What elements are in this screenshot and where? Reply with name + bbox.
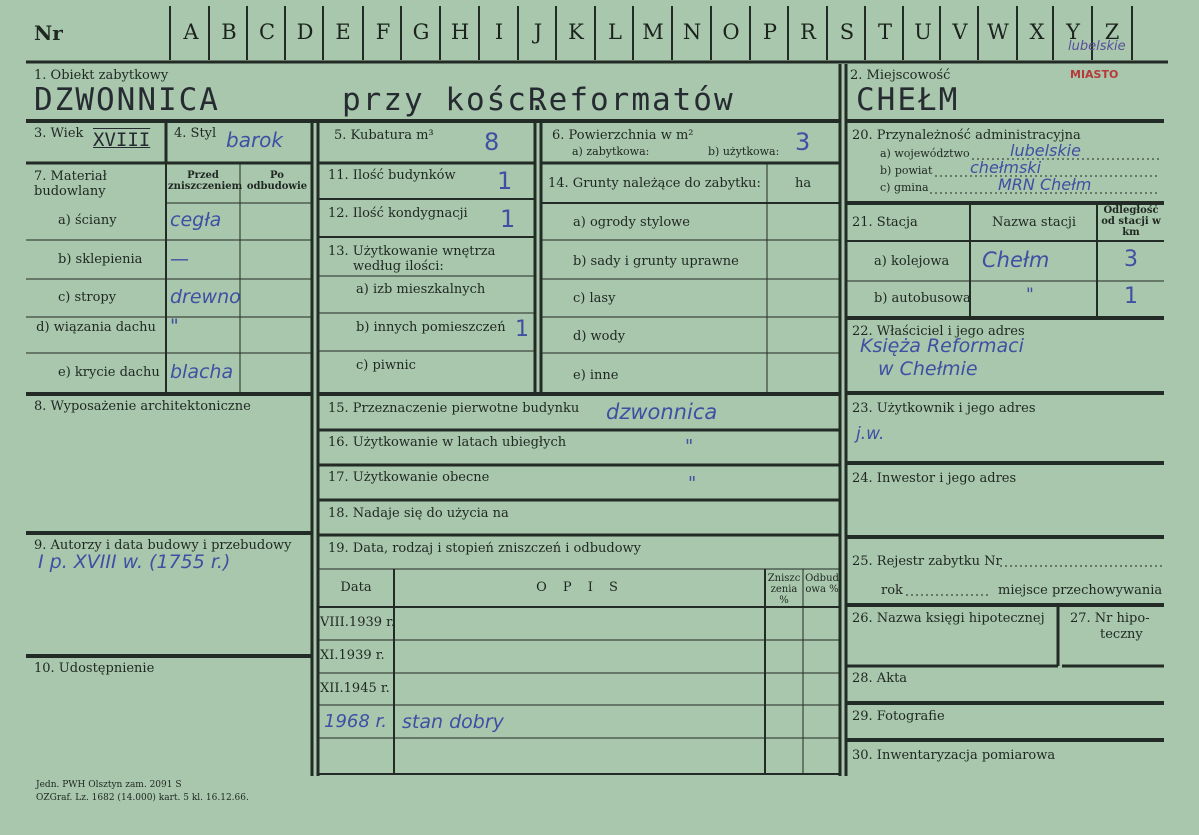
f21-row-label: b) autobusowa (874, 291, 971, 306)
f12-value: 1 (500, 205, 516, 233)
f1-value-c: Reformatów (528, 82, 735, 118)
letter-m: M (642, 20, 664, 44)
f13-label-b: według ilości: (353, 259, 444, 274)
letter-l: L (608, 20, 622, 44)
f20-row-label: a) województwo (880, 147, 970, 160)
f19-row-desc: stan dobry (402, 711, 504, 733)
f14-row-label: a) ogrody stylowe (573, 215, 690, 230)
f2-label: 2. Miejscowość (850, 68, 951, 83)
f7-row-value: " (170, 315, 179, 337)
f20-row-value: MRN Chełm (998, 175, 1092, 194)
stamp-wojewodztwo: lubelskie (1068, 39, 1126, 54)
f19-row-date: XII.1945 r. (320, 681, 390, 696)
letter-o: O (722, 20, 740, 44)
letter-f: F (375, 20, 391, 44)
f1-value-b: przy kośc. (342, 82, 549, 118)
f15-label: 15. Przeznaczenie pierwotne budynku (328, 401, 580, 416)
f8-label: 8. Wyposażenie architektoniczne (34, 399, 251, 414)
letter-v: V (952, 20, 968, 44)
f21-row-name: " (1026, 285, 1034, 305)
f17-value: " (688, 473, 697, 494)
letter-n: N (682, 20, 702, 44)
f7-col-before: Przed zniszczeniem (168, 170, 243, 192)
f13-label-a: 13. Użytkowanie wnętrza (328, 244, 496, 259)
letter-z: Z (1104, 20, 1120, 44)
f24-label: 24. Inwestor i jego adres (852, 471, 1017, 486)
f27-label-a: 27. Nr hipo- (1070, 611, 1150, 626)
f16-value: " (685, 436, 694, 457)
f25-label: 25. Rejestr zabytku Nr (852, 554, 1002, 569)
f7-row-label: b) sklepienia (58, 252, 143, 267)
f19-col-rebuild: Odbudowa % (805, 573, 839, 595)
f9-value: I p. XVIII w. (1755 r.) (38, 551, 231, 573)
f11-value: 1 (497, 167, 513, 195)
f21-col-dist: Odległość od stacji w km (1101, 205, 1161, 238)
f28-label: 28. Akta (852, 671, 908, 686)
f19-col-desc: O P I S (536, 580, 624, 595)
f6-value: 3 (795, 128, 811, 156)
f21-row-km: 3 (1124, 247, 1138, 272)
f22-value-b: w Chełmie (878, 358, 978, 380)
f4-label: 4. Styl (174, 126, 217, 141)
f7-row-value: cegła (170, 209, 222, 231)
f14-row-label: c) lasy (573, 291, 616, 306)
f20-label: 20. Przynależność administracyjna (852, 128, 1081, 143)
f22-label: 22. Właściciel i jego adres (852, 324, 1025, 339)
f18-label: 18. Nadaje się do użycia na (328, 506, 509, 521)
f21-col-name: Nazwa stacji (991, 215, 1077, 230)
f14-row-label: b) sady i grunty uprawne (573, 254, 739, 269)
letter-j: J (533, 20, 543, 44)
f20-row-label: c) gmina (880, 181, 929, 194)
letter-h: H (450, 20, 470, 44)
f6-sub-a: a) zabytkowa: (572, 145, 650, 158)
f20-row-value: lubelskie (1010, 141, 1081, 160)
letter-i: I (494, 20, 504, 44)
letter-a: A (183, 20, 199, 44)
f7-row-value: blacha (170, 361, 234, 383)
f17-label: 17. Użytkowanie obecne (328, 470, 490, 485)
f29-label: 29. Fotografie (852, 709, 945, 724)
f7-label: 7. Materiał budowlany (34, 169, 107, 199)
letter-r: R (800, 20, 816, 44)
f21-row-km: 1 (1124, 284, 1138, 309)
f30-label: 30. Inwentaryzacja pomiarowa (852, 748, 1056, 763)
letter-w: W (987, 20, 1009, 44)
f7-row-label: e) krycie dachu (58, 365, 160, 380)
footer-line-1: Jedn. PWH Olsztyn zam. 2091 S (36, 780, 182, 790)
f21-row-label: a) kolejowa (874, 254, 950, 269)
letter-g: G (412, 20, 430, 44)
f10-label: 10. Udostępnienie (34, 661, 155, 676)
letter-x: X (1029, 20, 1045, 44)
f20-row-label: b) powiat (880, 164, 933, 177)
f1-value-a: DZWONNICA (34, 82, 220, 118)
f7-row-label: d) wiązania dachu (36, 320, 156, 335)
f19-row-date: XI.1939 r. (320, 648, 385, 663)
f19-row-date: 1968 r. (324, 711, 387, 732)
f3-label: 3. Wiek (34, 126, 84, 141)
f13-row-label: c) piwnic (356, 358, 416, 373)
letter-b: B (221, 20, 237, 44)
f14-row-label: e) inne (573, 368, 619, 383)
f25-miejsce: miejsce przechowywania (998, 583, 1163, 598)
f7-row-label: a) ściany (58, 213, 117, 228)
letter-k: K (568, 20, 584, 44)
stamp-miasto: MIASTO (1070, 68, 1119, 81)
f16-label: 16. Użytkowanie w latach ubiegłych (328, 435, 567, 450)
f20-row-value: chełmski (970, 158, 1042, 177)
f2-value: CHEŁM (856, 82, 960, 118)
f19-col-date: Data (340, 580, 372, 595)
f26-label: 26. Nazwa księgi hipotecznej (852, 611, 1045, 626)
f23-label: 23. Użytkownik i jego adres (852, 401, 1036, 416)
f19-row-date: VIII.1939 r. (320, 615, 396, 630)
f7-row-value: — (170, 248, 189, 270)
letter-t: T (877, 20, 892, 44)
f15-value: dzwonnica (606, 400, 718, 424)
letter-u: U (914, 20, 932, 44)
f12-label: 12. Ilość kondygnacji (328, 206, 468, 221)
f6-label: 6. Powierzchnia w m² (552, 128, 694, 143)
f14-row-label: d) wody (573, 329, 626, 344)
f21-label: 21. Stacja (852, 215, 918, 230)
f23-value: j.w. (856, 424, 885, 444)
f13-row-label: a) izb mieszkalnych (356, 282, 486, 297)
f25-rok: rok (881, 583, 903, 598)
nr-label: Nr (34, 21, 63, 45)
letter-c: C (258, 20, 276, 44)
f14-label: 14. Grunty należące do zabytku: (548, 176, 761, 191)
f19-label: 19. Data, rodzaj i stopień zniszczeń i odbudowy (328, 541, 642, 556)
f6-sub-b: b) użytkowa: (708, 145, 780, 158)
f1-label: 1. Obiekt zabytkowy (34, 68, 169, 83)
letter-e: E (335, 20, 351, 44)
f11-label: 11. Ilość budynków (328, 168, 456, 183)
f7-col-after: Po odbudowie (246, 170, 308, 192)
f22-value-a: Księża Reformaci (860, 335, 1024, 357)
letter-s: S (839, 20, 855, 44)
letter-p: P (762, 20, 778, 44)
f21-row-name: Chełm (982, 248, 1050, 272)
f13-row-label: b) innych pomieszczeń (356, 320, 506, 335)
f19-col-damage: Zniszczenia % (767, 573, 801, 606)
f4-value: barok (226, 128, 283, 152)
f13-row-value: 1 (515, 317, 529, 342)
f7-row-value: drewno (170, 286, 241, 308)
letter-d: D (296, 20, 314, 44)
f5-label: 5. Kubatura m³ (334, 128, 434, 143)
f5-value: 8 (484, 128, 500, 156)
f27-label-b: teczny (1100, 627, 1143, 642)
f9-label: 9. Autorzy i data budowy i przebudowy (34, 538, 292, 553)
f3-value: XVIII (93, 129, 151, 151)
letter-y: Y (1066, 20, 1080, 44)
footer-line-2: OZGraf. Lz. 1682 (14.000) kart. 5 kl. 16.12.66. (36, 793, 249, 803)
f7-row-label: c) stropy (58, 290, 117, 305)
f14-unit: ha (795, 176, 812, 191)
